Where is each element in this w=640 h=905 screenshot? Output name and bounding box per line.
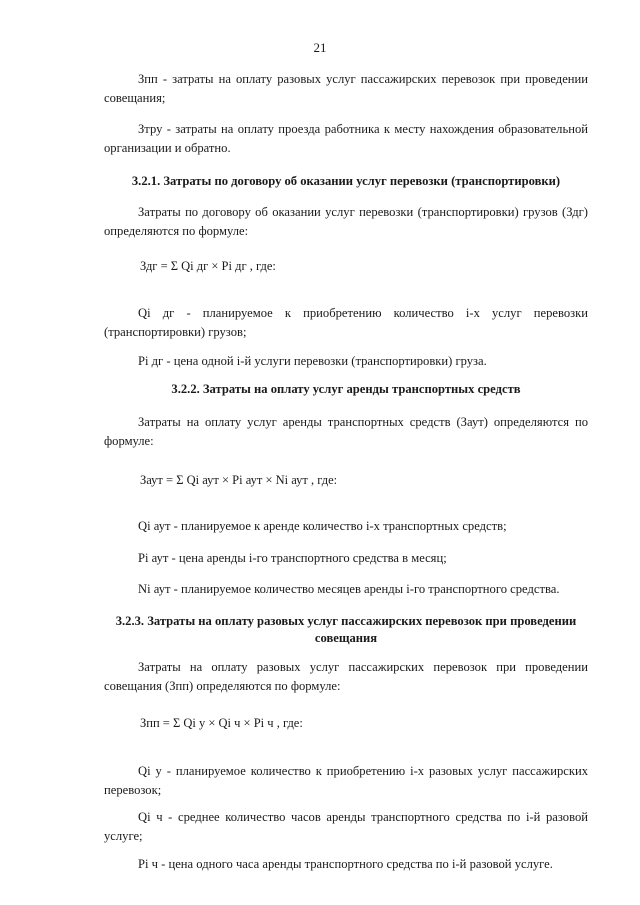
- paragraph-qi-aut: Qi аут - планируемое к аренде количество i-х транспортных средств;: [138, 519, 507, 533]
- paragraph-qi-dg: Qi дг - планируемое к приобретению количество i-х услуг перевозки (транспортировки) грузов;: [104, 306, 588, 339]
- paragraph-ni-aut: Ni аут - планируемое количество месяцев аренды i-го транспортного средства.: [138, 582, 560, 596]
- section-heading-3-2-2: 3.2.2. Затраты на оплату услуг аренды транспортных средств: [171, 382, 521, 396]
- paragraph-zpp-intro: Затраты на оплату разовых услуг пассажирских перевозок при проведении совещания (Зпп) определяются по формуле:: [104, 660, 588, 693]
- formula-zaut: [140, 473, 337, 488]
- paragraph-zdg-intro: Затраты по договору об оказании услуг перевозки (транспортировки) грузов (Здг) определяются по формуле:: [104, 205, 588, 238]
- page-number: 21: [313, 40, 327, 55]
- paragraph-ztru-definition: Зтру - затраты на оплату проезда работника к месту нахождения образовательной организации и обратно.: [104, 122, 588, 155]
- section-heading-3-2-1: 3.2.1. Затраты по договору об оказании услуг перевозки (транспортировки): [131, 174, 561, 188]
- paragraph-zpp-definition: Зпп - затраты на оплату разовых услуг пассажирских перевозок при проведении совещания;: [104, 72, 588, 105]
- paragraph-pi-dg: Pi дг - цена одной i-й услуги перевозки (транспортировки) груза.: [138, 354, 487, 368]
- paragraph-qi-ch: Qi ч - среднее количество часов аренды транспортного средства по i-й разовой услуге;: [104, 810, 588, 843]
- paragraph-pi-aut: Pi аут - цена аренды i-го транспортного средства в месяц;: [138, 551, 447, 565]
- formula-zpp: [140, 716, 303, 731]
- paragraph-pi-ch: Pi ч - цена одного часа аренды транспортного средства по i-й разовой услуге.: [138, 857, 553, 871]
- paragraph-qi-u: Qi у - планируемое количество к приобретению i-х разовых услуг пассажирских перевозок;: [104, 764, 588, 797]
- paragraph-zaut-intro: Затраты на оплату услуг аренды транспортных средств (Заут) определяются по формуле:: [104, 415, 588, 448]
- section-heading-3-2-3: 3.2.3. Затраты на оплату разовых услуг пассажирских перевозок при проведении совещания: [115, 614, 577, 645]
- formula-zdg-text: Здг = Σ Qi дг × Pi дг , где:: [140, 259, 276, 273]
- formula-zdg: [140, 259, 276, 274]
- formula-zpp-text: Зпп = Σ Qi у × Qi ч × Pi ч , где:: [140, 716, 303, 730]
- formula-zaut-text: Заут = Σ Qi аут × Pi аут × Ni аут , где:: [140, 473, 338, 487]
